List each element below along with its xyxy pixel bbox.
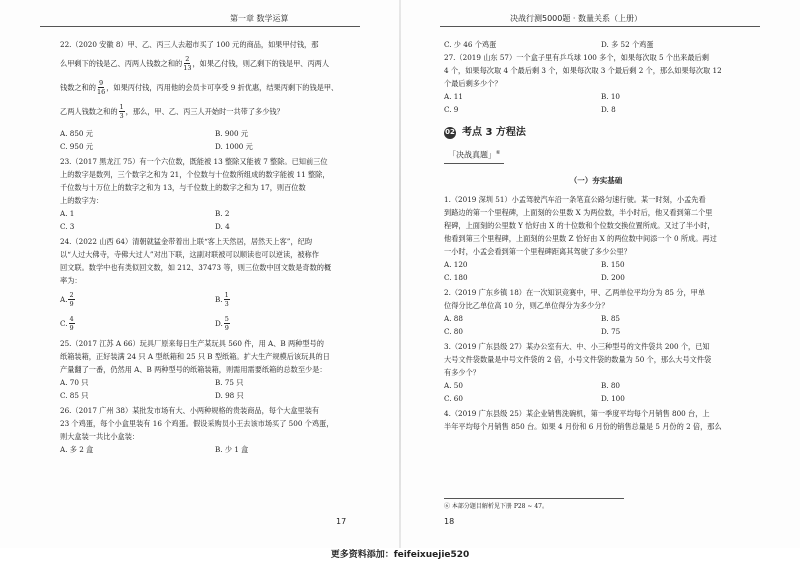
sub-section-title: （一）夯实基础 — [569, 175, 623, 185]
q25-line: 产量翻了一番，仍然用 A、B 两种型号的纸箱装箱，则需用需要纸箱的总数至少是： — [60, 365, 327, 374]
frac-num: 2 — [185, 54, 190, 63]
section-heading — [444, 126, 748, 139]
q22-text: ，那么，甲、乙、丙三人开始时一共带了多少钱？ — [125, 106, 284, 116]
bottom-watermark-text: 更多资料添加：feifeixuejie520 — [0, 548, 800, 566]
q26-options-cont — [444, 38, 748, 51]
q22-line — [60, 51, 360, 75]
option-d: D. 1000 元 — [215, 142, 253, 151]
fraction — [183, 55, 191, 72]
sub-tab-row — [444, 147, 748, 174]
question-26 — [60, 404, 360, 456]
question-1 — [444, 193, 748, 284]
book-title: 决战行测5000题 · 数量关系（上册） — [510, 14, 642, 23]
question-23 — [60, 155, 360, 233]
option-b: B. 少 1 盒 — [215, 445, 249, 454]
q2-options — [444, 312, 748, 338]
option-b: B. 150 — [601, 259, 625, 269]
fraction — [69, 315, 75, 332]
sub-tab-label — [444, 147, 504, 164]
q23-line: 23.（2017 黑龙江 75）有一个六位数，既能被 13 整除又能被 7 整除。已知前三位 — [60, 157, 328, 166]
q1-line: 程碑，上面刻的公里数 Y 恰好由 X 的十位数和个位数交换位置所成。又过了半小时， — [444, 220, 715, 230]
q22-text: ，如果丙付钱，丙用他的会员卡可享受 9 折优惠，结果丙剩下的钱是甲、 — [106, 82, 339, 92]
q25-line: 25.（2017 江苏 A 66）玩具厂原来每日生产某玩具 560 件，用 A、B 两种型号的 — [60, 339, 324, 348]
q24-line: 率为： — [60, 276, 82, 285]
q26-line: 26.（2017 广州 38）某批发市场有大、小两种规格的贵装商品，每个大盒里装有 — [60, 406, 320, 415]
q24-line: 回文联。数学中也有类似回文数，如 212、37473 等，则三位数中回文数是奇数的概 — [60, 263, 332, 272]
option-label: D. — [215, 318, 223, 328]
q24-line: 24.（2022 山西 64）清朝就猛金带着出上联“客上天然居，居然天上客”，纪昀 — [60, 237, 313, 246]
option-a: A. 1 — [60, 209, 75, 218]
option-a: A. 120 — [444, 259, 468, 269]
option-c: C. 9 — [444, 105, 459, 114]
frac-num: 1 — [119, 102, 124, 111]
option-b: B. 80 — [601, 380, 620, 390]
left-page-body — [60, 38, 360, 458]
frac-num: 9 — [99, 78, 104, 87]
option-c: C. 少 46 个鸡蛋 — [444, 40, 497, 49]
section-title: 考点 3 方程法 — [462, 127, 526, 138]
option-c: C. 60 — [444, 393, 463, 403]
frac-den: 3 — [119, 111, 124, 120]
q27-line: 4 个，如果每次取 4 个最后剩 3 个，如果每次取 3 个最后剩 2 个，那么如果每次取 12 — [444, 66, 722, 75]
question-24 — [60, 235, 360, 335]
chapter-title: 第一章 数学运算 — [230, 14, 289, 23]
option-a: A. 多 2 盒 — [60, 445, 94, 454]
frac-den: 16 — [96, 87, 106, 96]
option-c: C. 80 — [444, 326, 463, 336]
q22-line — [60, 99, 360, 123]
q23-line: 上的数字为： — [60, 196, 104, 205]
q1-line: 一小时，小孟会看到第一个里程碑距离其驾驶了多少公里？ — [444, 246, 631, 256]
q27-line: 27.（2019 山东 57）一个盒子里有乒乓球 100 多个，如果每次取 5 个出来最后剩 — [444, 53, 709, 62]
option-c: C. 3 — [60, 222, 75, 231]
frac-den: 9 — [69, 323, 74, 332]
q24-options — [60, 287, 360, 335]
q1-options — [444, 258, 748, 284]
q23-line: 上的数字是数列，三个数字之和为 21，个位数与十位数所组成的数字能被 11 整除， — [60, 170, 330, 179]
question-27 — [444, 51, 748, 116]
q3-line: 有多少个？ — [444, 367, 480, 377]
q22-text: 么甲剩下的钱是乙、丙两人钱数之和的 — [60, 58, 183, 68]
q3-line: 3.（2019 广东县级 27）某办公室有大、中、小三种型号的文件袋共 200 个，已知 — [444, 341, 710, 351]
option-a: A. 850 元 — [60, 129, 93, 138]
option-label: C. — [60, 318, 68, 328]
fraction — [119, 103, 125, 120]
frac-num: 5 — [224, 314, 229, 323]
q22-text: 乙两人钱数之和的 — [60, 106, 118, 116]
q3-line: 大号文件袋数量是中号文件袋的 2 倍，小号文件袋的数量为 50 个，那么大号文件袋 — [444, 354, 712, 364]
page-header-right — [440, 12, 760, 27]
sub-tab-text: 「决战真题」 — [448, 150, 496, 160]
q27-line: 个最后剩多少个？ — [444, 79, 502, 88]
option-b — [215, 287, 360, 311]
frac-den: 9 — [69, 299, 74, 308]
option-c — [60, 311, 205, 335]
fraction — [68, 291, 74, 308]
q25-line: 纸箱装箱，正好装满 24 只 A 型纸箱和 25 只 B 型纸箱。扩大生产规模后该玩具的日 — [60, 352, 330, 361]
left-page — [0, 0, 400, 548]
fraction — [97, 79, 105, 96]
option-b: B. 10 — [601, 92, 620, 101]
q25-options — [60, 376, 360, 402]
option-b: B. 75 只 — [215, 378, 244, 387]
option-b: B. 900 元 — [215, 129, 249, 138]
fraction — [224, 315, 230, 332]
question-4 — [444, 407, 748, 433]
page-number-left: 17 — [336, 517, 347, 526]
option-a: A. 50 — [444, 380, 463, 390]
frac-num: 2 — [69, 290, 74, 299]
q27-options — [444, 90, 748, 116]
q4-line: 4.（2019 广东县级 25）某企业销售洗碗机，第一季度平均每个月销售 800 台，上 — [444, 408, 710, 418]
frac-num: 1 — [224, 290, 229, 299]
q22-options — [60, 127, 360, 153]
page-number-right: 18 — [444, 517, 455, 526]
footnote: ⑥ 本部分题目解析见下册 P28 ~ 47。 — [444, 498, 624, 510]
option-c: C. 85 只 — [60, 391, 89, 400]
question-25 — [60, 337, 360, 402]
option-a: A. 70 只 — [60, 378, 89, 387]
q2-line: 2.（2019 广东乡镇 18）在一次知识竞赛中，甲、乙两单位平均分为 85 分，甲单 — [444, 287, 706, 297]
q23-line: 千位数与十万位上的数字之和为 13，与千位数上的数字之和为 17，则百位数 — [60, 183, 306, 192]
q26-line: 则大盒装一共比小盒装： — [60, 432, 140, 441]
q22-line — [60, 75, 360, 99]
right-page — [400, 0, 800, 548]
option-a: A. 11 — [444, 92, 463, 101]
q1-line: 他看到第三个里程碑，上面刻的公里数 Z 恰好由 X 的两位数中间添一个 0 所成。再过 — [444, 233, 717, 243]
q26-line: 23 个鸡蛋，每个小盒里装有 16 个鸡蛋。假设采购员小王去该市场买了 500 个鸡蛋， — [60, 419, 334, 428]
option-d: D. 98 只 — [215, 391, 244, 400]
option-d: D. 4 — [215, 222, 230, 231]
q22-text: ，如果乙付钱，则乙剩下的钱是甲、丙两人 — [192, 58, 330, 68]
q1-line: 1.（2019 深圳 51）小孟驾驶汽车沿一条笔直公路匀速行驶。某一时刻，小孟先看 — [444, 194, 706, 204]
right-page-body — [444, 38, 748, 435]
q4-line: 半年平均每个月销售 850 台。如果 4 月份和 6 月份的销售总量是 5 月份的 2 倍，那么 — [444, 421, 722, 431]
option-a: A. 88 — [444, 313, 463, 323]
option-label: B. — [215, 294, 223, 304]
option-b: B. 85 — [601, 313, 620, 323]
option-d: D. 8 — [601, 105, 616, 114]
q3-options — [444, 379, 748, 405]
q26-options — [60, 443, 360, 456]
question-3 — [444, 340, 748, 405]
option-d: D. 200 — [601, 272, 625, 282]
page-header-left — [40, 12, 360, 27]
option-d: D. 多 52 个鸡蛋 — [601, 40, 654, 49]
sub-section-row — [444, 174, 748, 193]
footnote-mark: ⑥ — [496, 150, 501, 156]
option-c: C. 180 — [444, 272, 468, 282]
fraction — [224, 291, 230, 308]
question-2 — [444, 286, 748, 338]
option-a — [60, 287, 205, 311]
frac-den: 3 — [224, 299, 229, 308]
option-d: D. 75 — [601, 326, 621, 336]
option-b: B. 2 — [215, 209, 230, 218]
q22-text: 钱数之和的 — [60, 82, 96, 92]
frac-num: 4 — [69, 314, 74, 323]
option-d: D. 100 — [601, 393, 625, 403]
q23-options — [60, 207, 360, 233]
q22-line: 22.（2020 安徽 8）甲、乙、丙三人去超市买了 100 元的商品，如果甲付钱，那 — [60, 40, 319, 49]
option-d — [215, 311, 360, 335]
q24-line: 以“人过大佛寺，寺佛大过人”对出下联，这副对联被可以顺读也可以逆读，被称作 — [60, 250, 319, 259]
frac-den: 13 — [183, 63, 192, 72]
question-22 — [60, 38, 360, 153]
section-badge-icon: 02 — [444, 127, 456, 139]
option-label: A. — [60, 294, 68, 304]
frac-den: 9 — [224, 323, 229, 332]
q1-line: 到路边的第一个里程碑，上面刻的公里数 X 为两位数，半小时后，他又看到第二个里 — [444, 207, 713, 217]
option-c: C. 950 元 — [60, 142, 94, 151]
q2-line: 位得分比乙单位高 10 分，则乙单位得分为多少分？ — [444, 300, 609, 310]
